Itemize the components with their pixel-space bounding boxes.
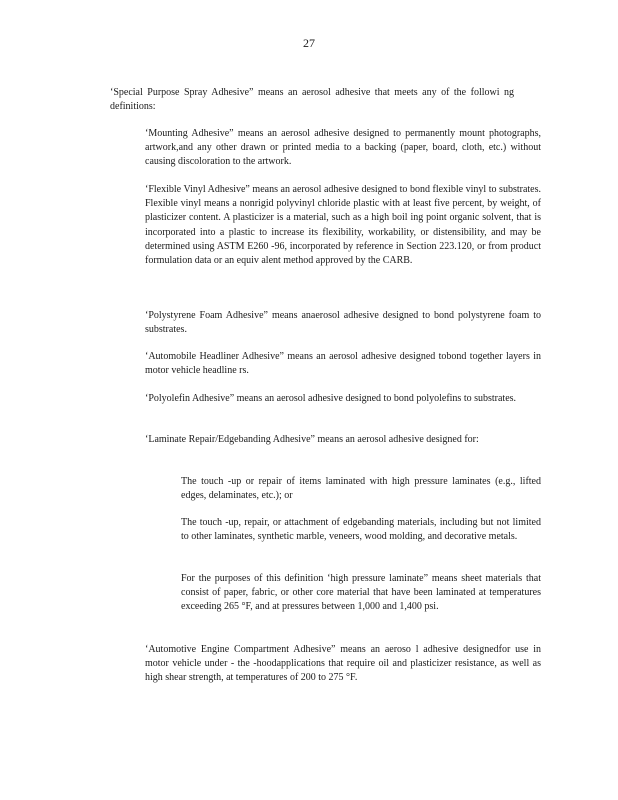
- high-pressure-laminate-definition: For the purposes of this definition ‘high pressure laminate” means sheet materials that consist of paper, fabric, or other core material that have been laminated at temperatures exceeding 265 °F, and at pressures between 1,000 and 1,400 psi.: [181, 573, 541, 613]
- flexible-vinyl-adhesive-definition: ‘Flexible Vinyl Adhesive” means an aerosol adhesive designed to bond flexible vinyl to substrates. Flexible vinyl means a nonrigid polyvinyl chloride plastic with at least five percent, by weight, of plasticizer content. A plasticizer is a material, such as a high boil ing point organic solvent, that is incorporated into a plastic to increase its flexibility, workability, or distensibility, and may be determined using ASTM E260 -96, incorporated by reference in Section 223.120, or from product formulation data or an equiv alent method approved by the CARB.: [145, 184, 541, 267]
- page-number: 27: [303, 36, 315, 50]
- polystyrene-foam-adhesive-definition: ‘Polystyrene Foam Adhesive” means anaerosol adhesive designed to bond polystyrene foam to substrates.: [145, 310, 541, 336]
- polyolefin-adhesive-definition: ‘Polyolefin Adhesive” means an aerosol adhesive designed to bond polyolefins to substrates.: [145, 393, 517, 404]
- intro-paragraph: ‘Special Purpose Spray Adhesive” means an aerosol adhesive that meets any of the followi ng definitions:: [110, 87, 514, 113]
- automotive-engine-compartment-adhesive-definition: ‘Automotive Engine Compartment Adhesive” means an aeroso l adhesive designedfor use in motor vehicle under - the -hoodapplications that require oil and plasticizer resistance, as well as high shear strength, at temperatures of 200 to 275 °F.: [145, 644, 541, 684]
- laminate-item-edgebanding: The touch -up, repair, or attachment of edgebanding materials, including but not limited to other laminates, synthetic marble, veneers, wood molding, and decorative metals.: [181, 517, 541, 543]
- mounting-adhesive-definition: ‘Mounting Adhesive” means an aerosol adhesive designed to permanently mount photographs, artwork,and any other drawn or printed media to a backing (paper, board, cloth, etc.) without causing discoloration to the artwork.: [145, 128, 541, 168]
- laminate-item-touch-up-repair: The touch -up or repair of items laminated with high pressure laminates (e.g., lifted edges, delaminates, etc.); or: [181, 476, 541, 502]
- laminate-repair-edgebanding-definition: ‘Laminate Repair/Edgebanding Adhesive” means an aerosol adhesive designed for:: [145, 434, 479, 445]
- automobile-headliner-adhesive-definition: ‘Automobile Headliner Adhesive” means an aerosol adhesive designed tobond together layers in motor vehicle headline rs.: [145, 351, 541, 377]
